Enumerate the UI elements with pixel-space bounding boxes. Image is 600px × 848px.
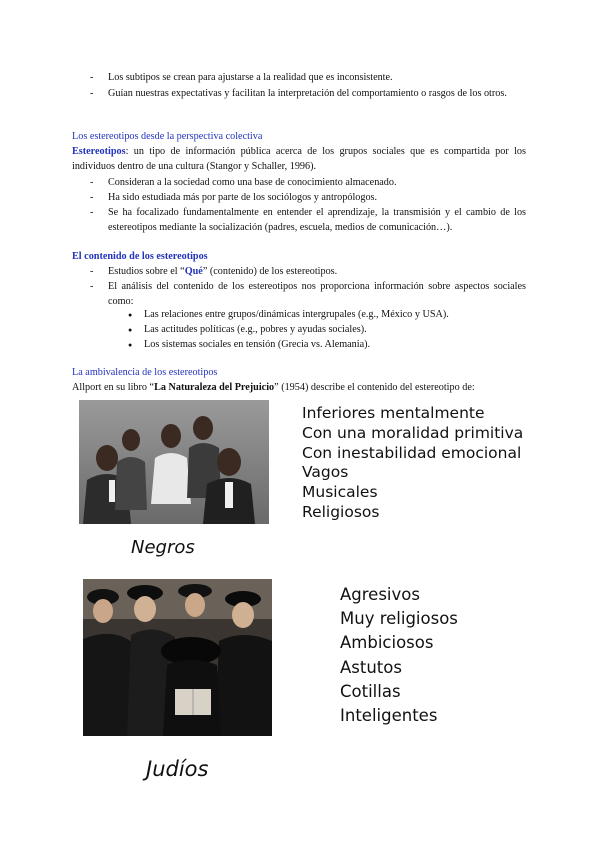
allport-intro-pre: Allport en su libro “ — [72, 382, 155, 393]
heading-collective: Los estereotipos desde la perspectiva colectiva — [72, 131, 263, 142]
bullet-text: Ha sido estudiada más por parte de los sociólogos y antropólogos. — [108, 192, 378, 203]
sub-bullet-text: Las relaciones entre grupos/dinámicas intergrupales (e.g., México y USA). — [144, 309, 449, 320]
term-estereotipos: Estereotipos — [72, 146, 126, 157]
que-emphasis: Qué — [184, 266, 203, 277]
bullet-text: Los subtipos se crean para ajustarse a la realidad que es inconsistente. — [108, 72, 393, 83]
bullet-sociedad — [90, 176, 526, 191]
dash-marker: - — [90, 192, 94, 203]
bullet-que — [90, 265, 526, 280]
trait-item: Inferiores mentalmente — [302, 404, 485, 422]
bullet-text: El análisis del contenido de los estereotipos nos proporciona información sobre aspectos sociales como: — [108, 281, 526, 307]
book-title: La Naturaleza del Prejuicio — [154, 382, 275, 393]
dash-marker: - — [90, 266, 94, 277]
trait-item: Con una moralidad primitiva — [302, 423, 524, 442]
group-photo-1 — [79, 400, 269, 524]
sub-bullet-sistemas — [128, 338, 528, 353]
definition-text: : un tipo de información pública acerca de los grupos sociales que es compartida por los individuos dentro de una cultura (Stangor y Schaller, 1996). — [72, 146, 526, 172]
traits-list-1 — [302, 404, 523, 523]
dash-marker: - — [90, 177, 94, 188]
bullet-text — [90, 265, 526, 280]
sub-bullet-text: Las actitudes políticas (e.g., pobres y ayudas sociales). — [144, 324, 367, 335]
bullet-aprendizaje — [90, 206, 526, 235]
bullet-sociologos — [90, 191, 526, 206]
traits-list-2 — [340, 583, 458, 728]
trait-item: Vagos — [302, 463, 349, 482]
caption-figure-1: Negros — [131, 537, 195, 558]
bullet-analisis — [90, 280, 526, 309]
bullet-dot: ● — [128, 311, 133, 319]
trait-item: Cotillas — [340, 681, 401, 701]
dash-marker: - — [90, 207, 94, 218]
trait-item: Inteligentes — [340, 706, 438, 726]
trait-item: Muy religiosos — [340, 609, 458, 629]
bullet-text: Se ha focalizado fundamentalmente en entender el aprendizaje, la transmisión y el cambio de los estereotipos mediante la socialización (padres, escuela, medios de comunicación…). — [108, 207, 526, 233]
trait-item: Agresivos — [340, 585, 420, 604]
dash-marker: - — [90, 281, 94, 292]
sub-bullet-text: Los sistemas sociales en tensión (Grecia vs. Alemania). — [144, 339, 371, 350]
bullet-subtipos — [90, 71, 526, 86]
dash-marker: - — [90, 88, 94, 99]
dash-marker: - — [90, 72, 94, 83]
group-photo-2-illustration — [83, 579, 272, 736]
allport-paragraph — [72, 381, 528, 396]
trait-item: Con inestabilidad emocional — [302, 443, 522, 462]
sub-bullet-actitudes — [128, 323, 528, 338]
definition-paragraph — [72, 145, 526, 174]
trait-item: Religiosos — [302, 502, 380, 521]
trait-item: Musicales — [302, 483, 378, 502]
bullet-expectativas — [90, 87, 526, 102]
group-photo-1-illustration — [79, 400, 269, 524]
bullet-dot: ● — [128, 326, 133, 334]
bullet-que-post: ” (contenido) de los estereotipos. — [202, 266, 338, 277]
sub-bullet-relaciones — [128, 308, 528, 323]
heading-content: El contenido de los estereotipos — [72, 251, 208, 262]
allport-intro-post: ” (1954) describe el contenido del estereotipo de: — [274, 382, 475, 393]
heading-ambivalence: La ambivalencia de los estereotipos — [72, 367, 218, 378]
bullet-que-pre: Estudios sobre el “ — [108, 266, 185, 277]
trait-item: Ambiciosos — [340, 633, 434, 653]
group-photo-2 — [83, 579, 272, 736]
bullet-text: Consideran a la sociedad como una base de conocimiento almacenado. — [108, 177, 397, 188]
bullet-dot: ● — [128, 341, 133, 349]
caption-figure-2: Judíos — [146, 757, 209, 781]
trait-item: Astutos — [340, 657, 402, 677]
bullet-text: Guían nuestras expectativas y facilitan la interpretación del comportamiento o rasgos de los otros. — [108, 88, 507, 99]
